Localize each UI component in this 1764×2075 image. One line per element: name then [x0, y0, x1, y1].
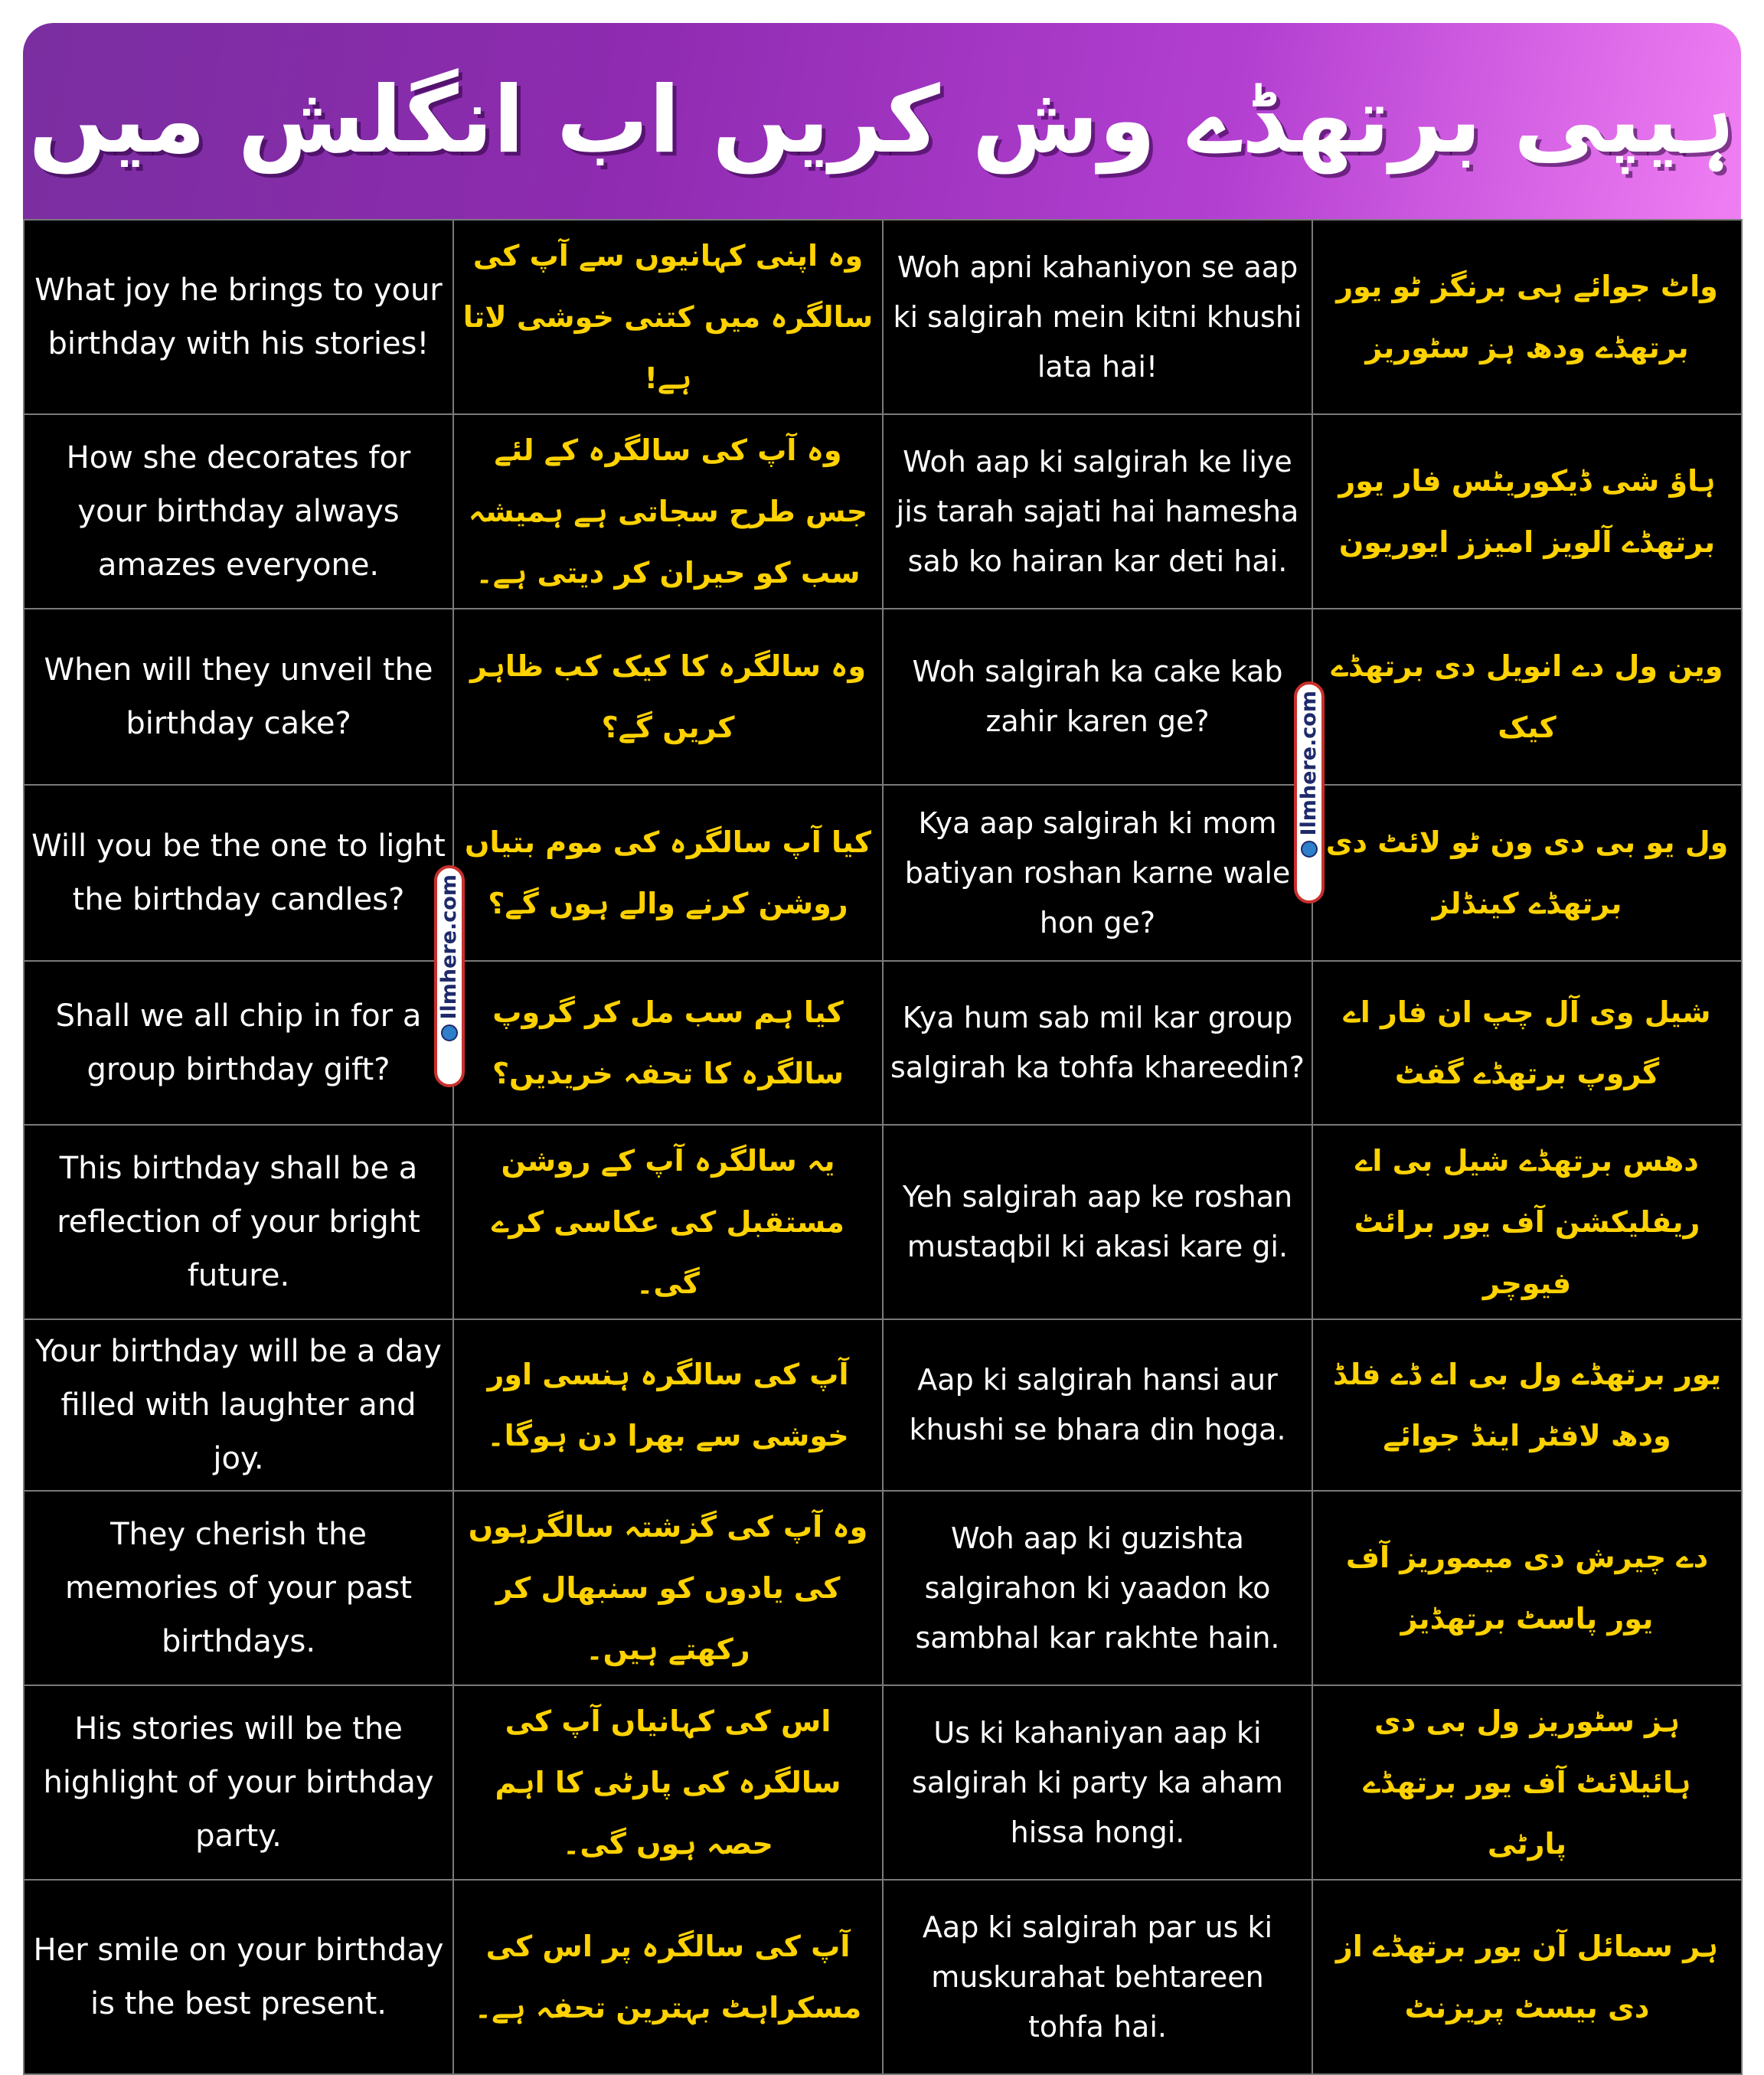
urdu-pronunciation: واٹ جوائے ہی برنگز ٹو یور برتھڈے ودھ ہز سٹوریز: [1312, 220, 1742, 414]
table-row: [24, 1880, 1742, 2074]
urdu-pronunciation: ول یو بی دی ون ٹو لائٹ دی برتھڈے کینڈلز: [1312, 785, 1742, 961]
english-sentence: What joy he brings to your birthday with his stories!: [24, 220, 453, 414]
table-row: [24, 1319, 1742, 1491]
watermark-text: Ilmhere.com: [1297, 691, 1321, 836]
urdu-translation: آپ کی سالگرہ پر اس کی مسکراہٹ بہترین تحفہ ہے۔: [453, 1880, 883, 2074]
globe-icon: [441, 1024, 458, 1041]
roman-urdu-translation: Us ki kahaniyan aap ki salgirah ki party ka aham hissa hongi.: [883, 1685, 1312, 1880]
roman-urdu-translation: Woh aap ki salgirah ke liye jis tarah sajati hai hamesha sab ko hairan kar deti hai.: [883, 414, 1312, 609]
globe-icon: [1301, 841, 1318, 858]
urdu-pronunciation: وین ول دے انویل دی برتھڈے کیک: [1312, 609, 1742, 785]
urdu-translation: کیا ہم سب مل کر گروپ سالگرہ کا تحفہ خریدیں؟: [453, 961, 883, 1125]
table-row: [24, 220, 1742, 414]
urdu-pronunciation: شیل وی آل چپ ان فار اے گروپ برتھڈے گفٹ: [1312, 961, 1742, 1125]
roman-urdu-translation: Yeh salgirah aap ke roshan mustaqbil ki akasi kare gi.: [883, 1125, 1312, 1319]
english-sentence: Shall we all chip in for a group birthday gift?: [24, 961, 453, 1125]
table-row: [24, 785, 1742, 961]
urdu-pronunciation: یور برتھڈے ول بی اے ڈے فلڈ ودھ لافٹر اینڈ جوائے: [1312, 1319, 1742, 1491]
urdu-pronunciation: دے چیرش دی میموریز آف یور پاسٹ برتھڈیز: [1312, 1491, 1742, 1685]
english-sentence: This birthday shall be a reflection of your bright future.: [24, 1125, 453, 1319]
urdu-pronunciation: دھس برتھڈے شیل بی اے ریفلیکشن آف یور برائٹ فیوچر: [1312, 1125, 1742, 1319]
header-banner: [23, 23, 1741, 219]
watermark-badge: [434, 865, 465, 1087]
roman-urdu-translation: Kya aap salgirah ki mom batiyan roshan karne wale hon ge?: [883, 785, 1312, 961]
roman-urdu-translation: Aap ki salgirah hansi aur khushi se bhara din hoga.: [883, 1319, 1312, 1491]
roman-urdu-translation: Woh apni kahaniyon se aap ki salgirah mein kitni khushi lata hai!: [883, 220, 1312, 414]
english-sentence: When will they unveil the birthday cake?: [24, 609, 453, 785]
english-sentence: Your birthday will be a day filled with laughter and joy.: [24, 1319, 453, 1491]
table-row: [24, 1685, 1742, 1880]
urdu-translation: وہ اپنی کہانیوں سے آپ کی سالگرہ میں کتنی خوشی لاتا ہے!: [453, 220, 883, 414]
urdu-translation: آپ کی سالگرہ ہنسی اور خوشی سے بھرا دن ہوگا۔: [453, 1319, 883, 1491]
table-row: [24, 414, 1742, 609]
urdu-translation: اس کی کہانیاں آپ کی سالگرہ کی پارٹی کا اہم حصہ ہوں گی۔: [453, 1685, 883, 1880]
table-row: [24, 609, 1742, 785]
urdu-pronunciation: ہز سٹوریز ول بی دی ہائیلائٹ آف یور برتھڈے پارٹی: [1312, 1685, 1742, 1880]
english-sentence: Her smile on your birthday is the best present.: [24, 1880, 453, 2074]
roman-urdu-translation: Woh aap ki guzishta salgirahon ki yaadon ko sambhal kar rakhte hain.: [883, 1491, 1312, 1685]
urdu-pronunciation: ہاؤ شی ڈیکوریٹس فار یور برتھڈے آلویز امیزز ایوریون: [1312, 414, 1742, 609]
urdu-translation: یہ سالگرہ آپ کے روشن مستقبل کی عکاسی کرے گی۔: [453, 1125, 883, 1319]
english-sentence: They cherish the memories of your past birthdays.: [24, 1491, 453, 1685]
urdu-translation: وہ سالگرہ کا کیک کب ظاہر کریں گے؟: [453, 609, 883, 785]
urdu-translation: وہ آپ کی سالگرہ کے لئے جس طرح سجاتی ہے ہمیشہ سب کو حیران کر دیتی ہے۔: [453, 414, 883, 609]
urdu-translation: وہ آپ کی گزشتہ سالگرہوں کی یادوں کو سنبھال کر رکھتے ہیں۔: [453, 1491, 883, 1685]
english-sentence: Will you be the one to light the birthday candles?: [24, 785, 453, 961]
urdu-pronunciation: ہر سمائل آن یور برتھڈے از دی بیسٹ پریزنٹ: [1312, 1880, 1742, 2074]
urdu-translation: کیا آپ سالگرہ کی موم بتیاں روشن کرنے والے ہوں گے؟: [453, 785, 883, 961]
page-title: ہیپی برتھڈے وش کریں اب انگلش میں: [28, 67, 1736, 174]
english-sentence: How she decorates for your birthday always amazes everyone.: [24, 414, 453, 609]
english-sentence: His stories will be the highlight of your birthday party.: [24, 1685, 453, 1880]
roman-urdu-translation: Aap ki salgirah par us ki muskurahat behtareen tohfa hai.: [883, 1880, 1312, 2074]
roman-urdu-translation: Woh salgirah ka cake kab zahir karen ge?: [883, 609, 1312, 785]
table-row: [24, 1125, 1742, 1319]
watermark-text: Ilmhere.com: [437, 874, 461, 1020]
phrase-table: [23, 219, 1743, 2075]
roman-urdu-translation: Kya hum sab mil kar group salgirah ka tohfa khareedin?: [883, 961, 1312, 1125]
table-row: [24, 1491, 1742, 1685]
table-row: [24, 961, 1742, 1125]
watermark-badge: [1294, 681, 1325, 904]
